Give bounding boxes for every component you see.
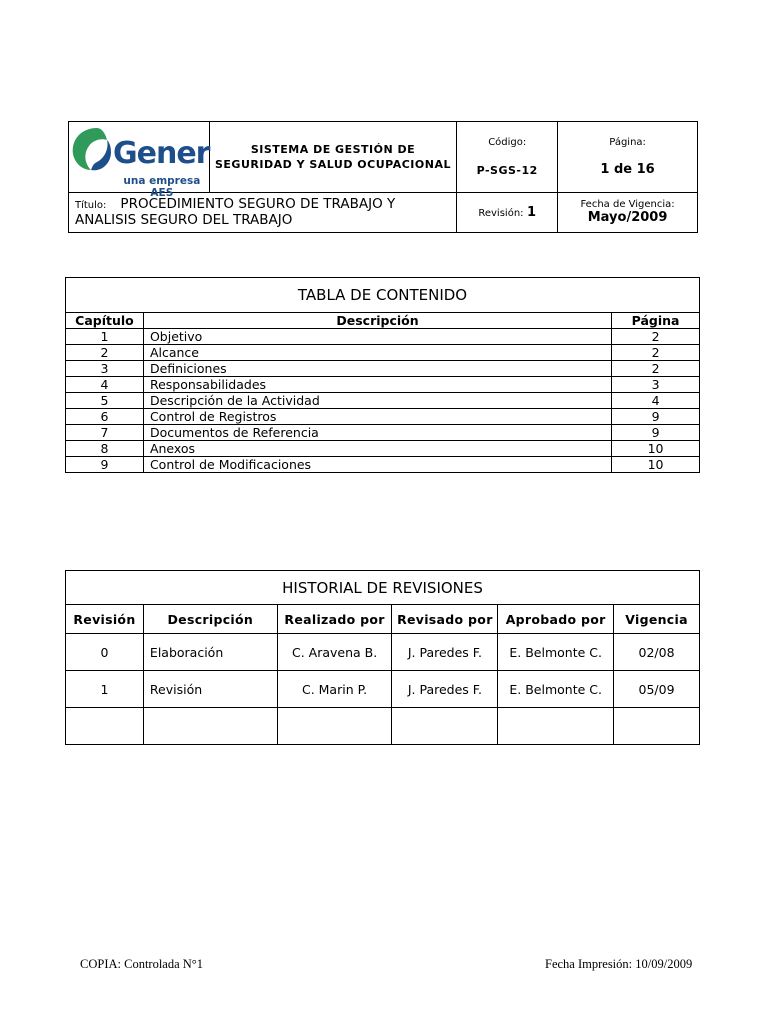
document-title: Título: PROCEDIMIENTO SEGURO DE TRABAJO Y ANALISIS SEGURO DEL TRABAJO bbox=[69, 192, 457, 232]
rev-header-description: Descripción bbox=[143, 605, 277, 634]
table-row: 3 Definiciones 2 bbox=[66, 361, 700, 377]
code-cell bbox=[457, 122, 558, 193]
company-logo bbox=[69, 122, 210, 199]
toc-header-chapter: Capítulo bbox=[66, 313, 144, 329]
revision-history-title: HISTORIAL DE REVISIONES bbox=[66, 571, 700, 605]
effective-date-value: Mayo/2009 bbox=[587, 210, 668, 226]
table-row: 9 Control de Modificaciones 10 bbox=[66, 457, 700, 473]
effective-date-label: Fecha de Vigencia: bbox=[580, 199, 675, 211]
table-row: 1 Revisión C. Marin P. J. Paredes F. E. Belmonte C. 05/09 bbox=[66, 671, 700, 708]
logo-wordmark: Gener bbox=[113, 136, 210, 171]
table-row: 2 Alcance 2 bbox=[66, 345, 700, 361]
document-header bbox=[68, 121, 698, 233]
rev-header-revision: Revisión bbox=[66, 605, 144, 634]
rev-header-reviewed-by: Revisado por bbox=[392, 605, 498, 634]
code-value: P-SGS-12 bbox=[476, 163, 538, 177]
footer-copy-status: COPIA: Controlada N°1 bbox=[80, 957, 204, 971]
rev-header-made-by: Realizado por bbox=[277, 605, 392, 634]
logo-subtext: una empresa AES bbox=[123, 175, 201, 199]
table-row: 5 Descripción de la Actividad 4 bbox=[66, 393, 700, 409]
code-label: Código: bbox=[488, 136, 527, 148]
table-row: 6 Control de Registros 9 bbox=[66, 409, 700, 425]
effective-date-cell bbox=[558, 192, 698, 232]
table-row: 7 Documentos de Referencia 9 bbox=[66, 425, 700, 441]
revision-history bbox=[65, 570, 700, 745]
table-row: 4 Responsabilidades 3 bbox=[66, 377, 700, 393]
toc-header-description: Descripción bbox=[143, 313, 611, 329]
gener-logo-icon bbox=[69, 124, 115, 182]
title-label: Título: bbox=[75, 200, 107, 212]
page-label: Página: bbox=[609, 136, 646, 148]
page-value: 1 de 16 bbox=[600, 161, 655, 177]
table-of-contents bbox=[65, 277, 700, 473]
revision-label: Revisión: bbox=[478, 207, 524, 219]
revision-value: 1 bbox=[527, 204, 537, 220]
table-row: 1 Objetivo 2 bbox=[66, 329, 700, 345]
table-row bbox=[66, 708, 700, 745]
toc-title: TABLA DE CONTENIDO bbox=[66, 278, 700, 313]
rev-header-approved-by: Aprobado por bbox=[498, 605, 614, 634]
table-row: 0 Elaboración C. Aravena B. J. Paredes F. E. Belmonte C. 02/08 bbox=[66, 634, 700, 671]
table-row: 8 Anexos 10 bbox=[66, 441, 700, 457]
footer-print-date: Fecha Impresión: 10/09/2009 bbox=[545, 957, 693, 971]
system-title: SISTEMA DE GESTIÓN DE SEGURIDAD Y SALUD OCUPACIONAL bbox=[209, 122, 457, 193]
rev-header-effective: Vigencia bbox=[614, 605, 700, 634]
page-cell bbox=[558, 122, 698, 193]
revision-cell bbox=[457, 192, 558, 232]
toc-header-page: Página bbox=[612, 313, 700, 329]
